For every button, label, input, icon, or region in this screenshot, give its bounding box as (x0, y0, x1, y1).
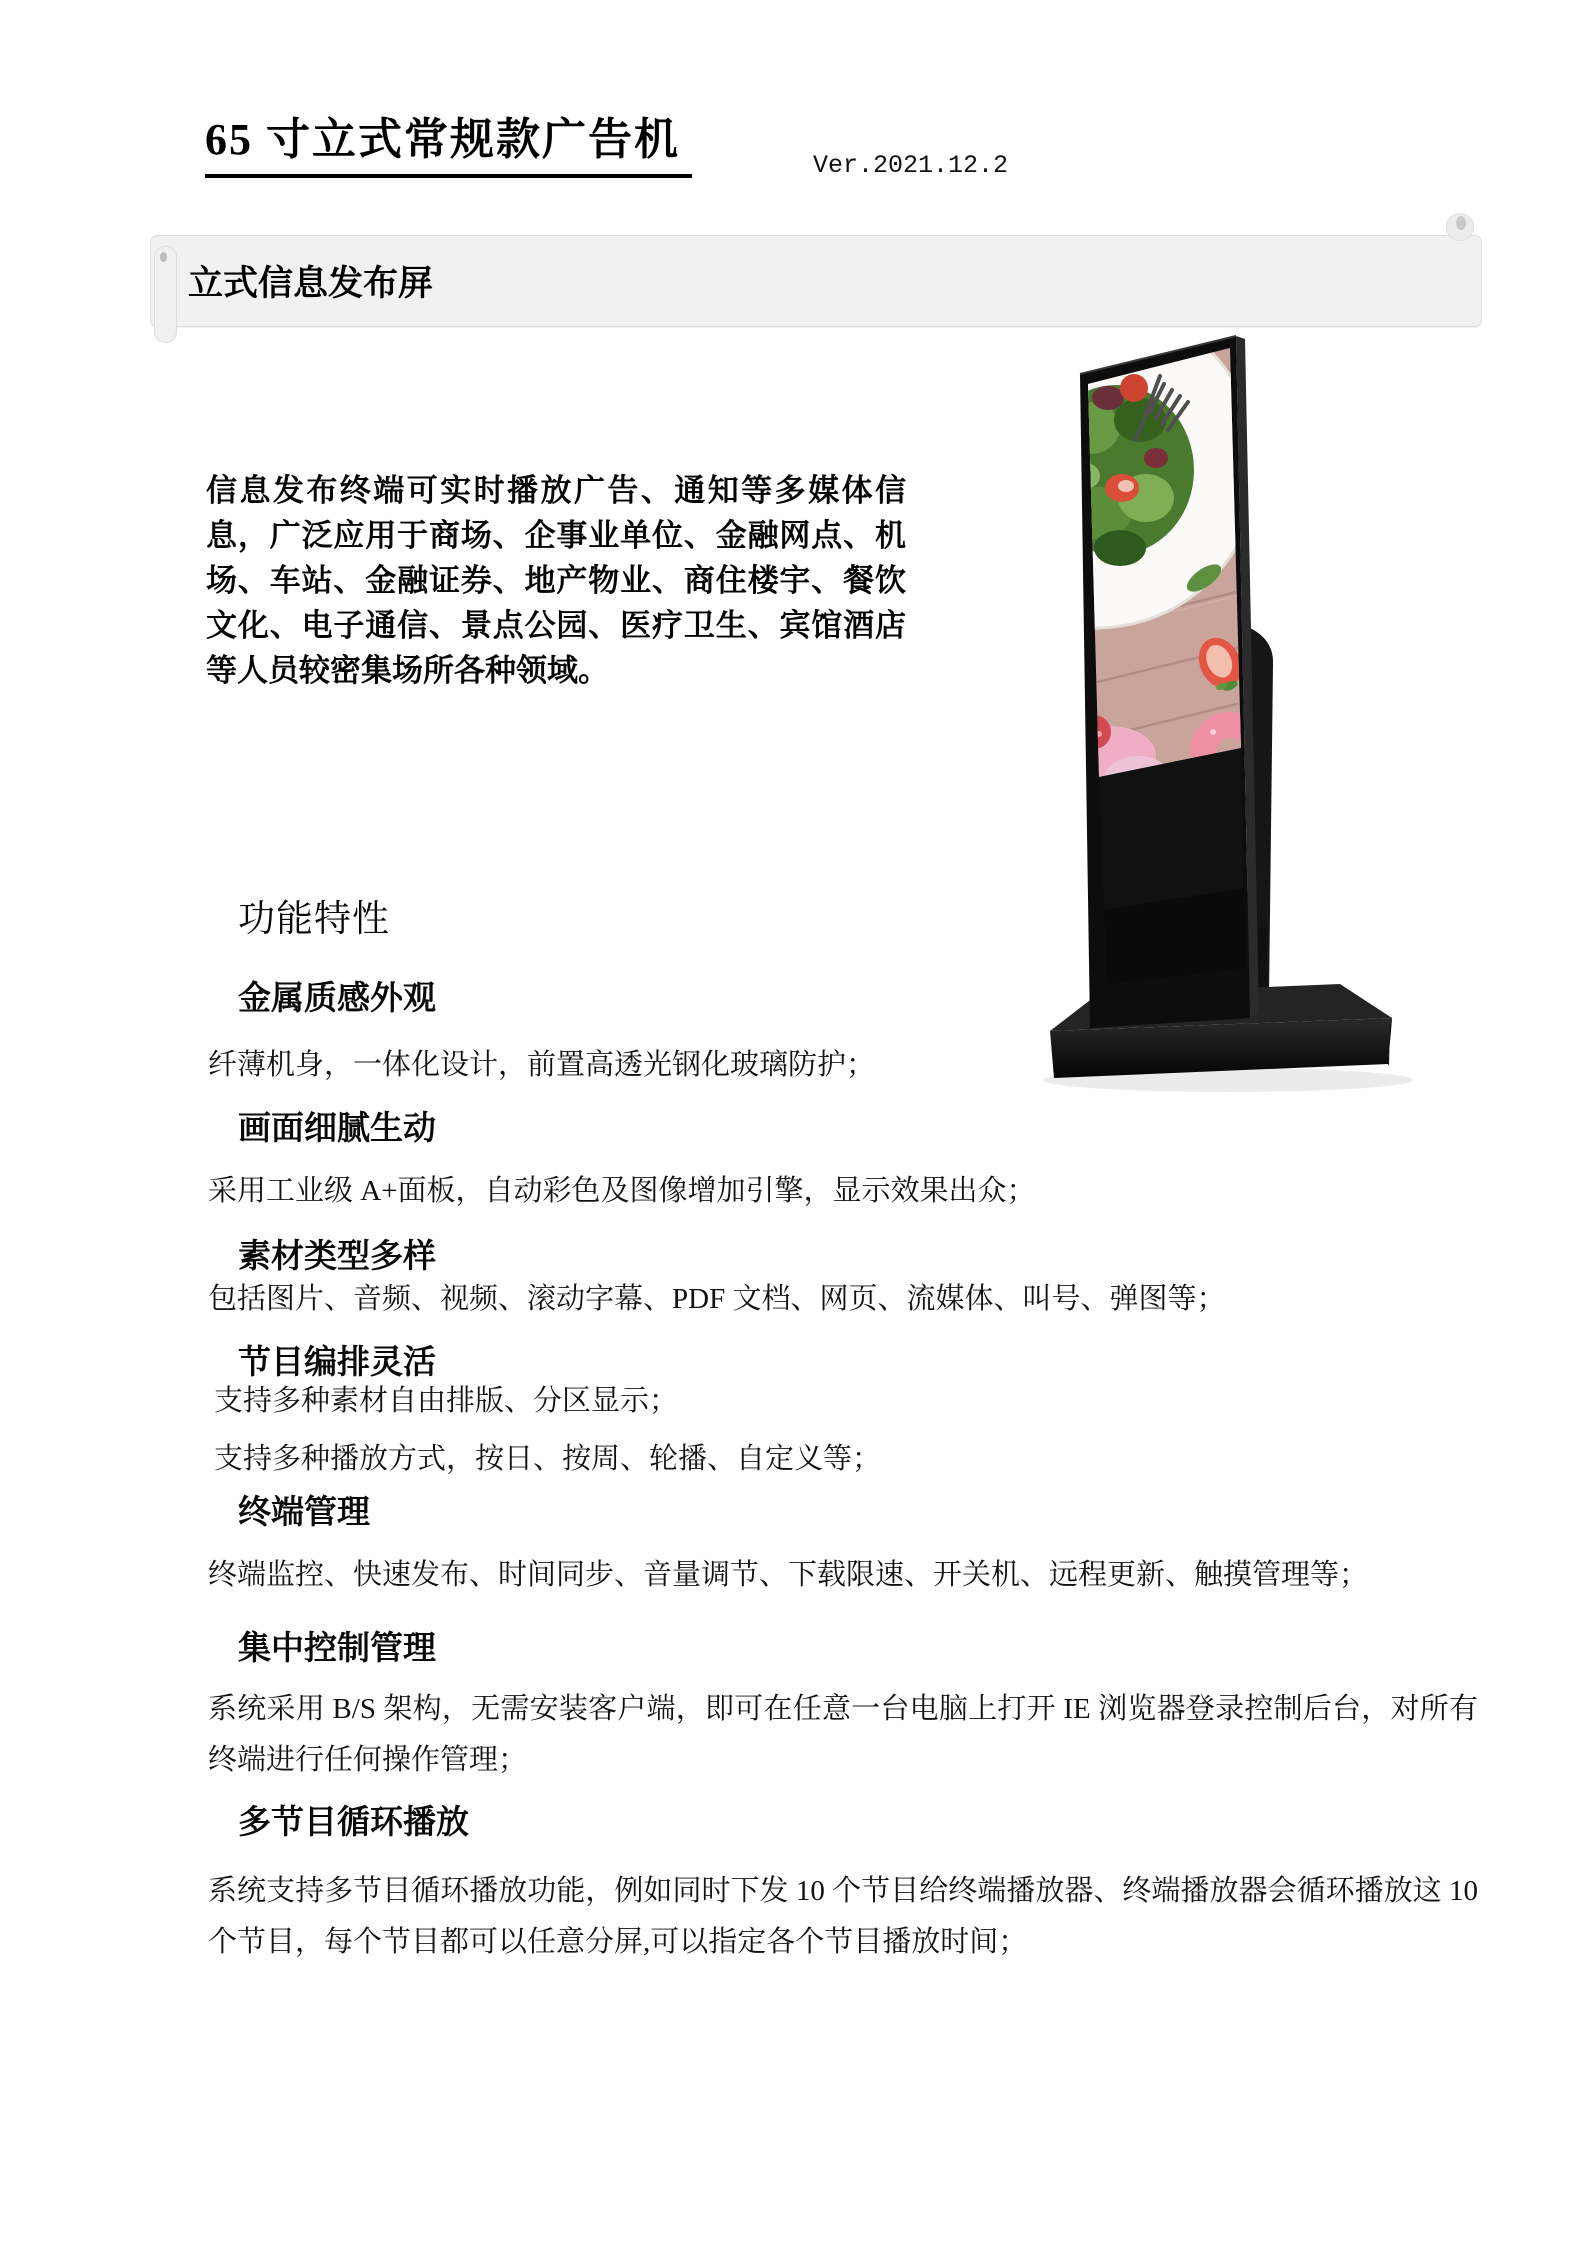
title-underline (205, 174, 692, 178)
feature-title-metal-look: 金属质感外观 (238, 981, 436, 1017)
intro-paragraph: 信息发布终端可实时播放广告、通知等多媒体信息，广泛应用于商场、企事业单位、金融网点、机场、车站、金融证券、地产物业、商住楼宇、餐饮文化、电子通信、景点公园、医疗卫生、宾馆酒店等人员较密集场所各种领域。 (206, 473, 906, 688)
feature-body-media-types: 包括图片、音频、视频、滚动字幕、PDF 文档、网页、流媒体、叫号、弹图等； (208, 1283, 1226, 1315)
feature-title-central-control: 集中控制管理 (238, 1631, 436, 1667)
banner-title: 立式信息发布屏 (188, 264, 434, 303)
feature-title-flexible-layout: 节目编排灵活 (238, 1343, 436, 1380)
feature-title-media-types: 素材类型多样 (238, 1237, 436, 1274)
banner-scroll-tab-dot (160, 252, 167, 262)
feature-body-flexible-layout-1: 支持多种素材自由排版、分区显示； (214, 1385, 679, 1417)
feature-title-loop-playback: 多节目循环播放 (238, 1803, 469, 1840)
banner-scroll-curl-notch (1456, 216, 1466, 230)
kiosk-illustration (1038, 328, 1412, 1100)
feature-body-metal-look: 纤薄机身，一体化设计，前置高透光钢化玻璃防护； (208, 1049, 876, 1081)
version-label: Ver.2021.12.2 (813, 151, 1009, 180)
feature-body-terminal-mgmt: 终端监控、快速发布、时间同步、音量调节、下载限速、开关机、远程更新、触摸管理等； (208, 1559, 1369, 1591)
feature-title-vivid-picture: 画面细腻生动 (238, 1111, 436, 1147)
features-section-heading: 功能特性 (238, 899, 390, 940)
feature-body-central-control: 系统采用 B/S 架构，无需安装客户端，即可在任意一台电脑上打开 IE 浏览器登录控制后台，对所有终端进行任何操作管理； (208, 1693, 1478, 1776)
feature-body-loop-playback: 系统支持多节目循环播放功能，例如同时下发 10 个节目给终端播放器、终端播放器会循环播放这 10 个节目，每个节目都可以任意分屏,可以指定各个节目播放时间； (208, 1875, 1478, 1958)
feature-title-terminal-mgmt: 终端管理 (238, 1495, 370, 1531)
page-title: 65 寸立式常规款广告机 (205, 115, 680, 164)
feature-body-flexible-layout-2: 支持多种播放方式，按日、按周、轮播、自定义等； (214, 1443, 882, 1475)
feature-body-vivid-picture: 采用工业级 A+面板，自动彩色及图像增加引擎，显示效果出众； (208, 1175, 1036, 1207)
product-image-kiosk (1038, 328, 1412, 1100)
